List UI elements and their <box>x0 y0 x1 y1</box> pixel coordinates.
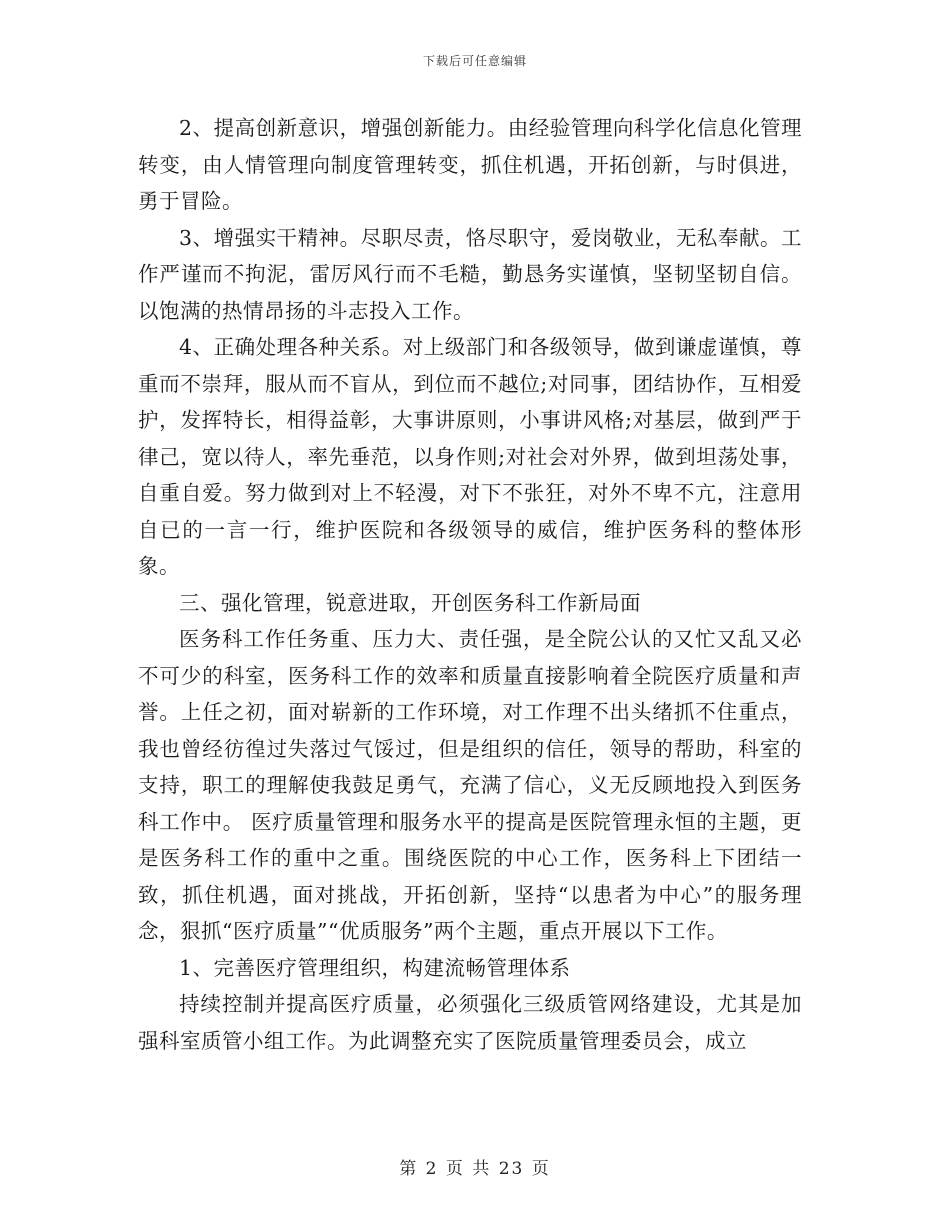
paragraph-practical-spirit: 3、增强实干精神。尽职尽责，恪尽职守，爱岗敬业，无私奉献。工作严谨而不拘泥，雷厉风行而不毛糙，勤恳务实谨慎，坚韧坚韧自信。以饱满的热情昂扬的斗志投入工作。 <box>138 225 802 323</box>
subheading-management-organization: 1、完善医疗管理组织，构建流畅管理体系 <box>179 955 571 980</box>
section-heading-three: 三、强化管理，锐意进取，开创医务科工作新局面 <box>179 590 641 615</box>
paragraph-medical-affairs: 医务科工作任务重、压力大、责任强，是全院公认的又忙又乱又必不可少的科室，医务科工作的效率和质量直接影响着全院医疗质量和声誉。上任之初，面对崭新的工作环境，对工作理不出头绪抓不住重点，我也曾经彷徨过失落过气馁过，但是组织的信任，领导的帮助，科室的支持，职工的理解使我鼓足勇气，充满了信心，义无反顾地投入到医务科工作中。 医疗质量管理和服务水平的提高是医院管理永恒的主题，更是医务科工作的重中之重。围绕医院的中心工作，医务科上下团结一致，抓住机遇，面对挑战，开拓创新，坚持“以患者为中心”的服务理念，狠抓“医疗质量”“优质服务”两个主题，重点开展以下工作。 <box>138 627 802 943</box>
page-footer: 第 2 页 共 23 页 <box>399 1159 551 1179</box>
page-header: 下载后可任意编辑 <box>422 54 527 68</box>
document-body <box>138 110 802 1059</box>
paragraph-relationships: 4、正确处理各种关系。对上级部门和各级领导，做到谦虚谨慎，尊重而不崇拜，服从而不盲从，到位而不越位;对同事，团结协作，互相爱护，发挥特长，相得益彰，大事讲原则，小事讲风格;对基层，做到严于律己，宽以待人，率先垂范，以身作则;对社会对外界，做到坦荡处事，自重自爱。努力做到对上不轻漫，对下不张狂，对外不卑不亢，注意用自已的一言一行，维护医院和各级领导的威信，维护医务科的整体形象。 <box>138 335 802 578</box>
paragraph-quality-control: 持续控制并提高医疗质量，必须强化三级质管网络建设，尤其是加强科室质管小组工作。为此调整充实了医院质量管理委员会，成立 <box>138 992 802 1053</box>
paragraph-innovation: 2、提高创新意识，增强创新能力。由经验管理向科学化信息化管理转变，由人情管理向制度管理转变，抓住机遇，开拓创新，与时俱进，勇于冒险。 <box>138 116 802 213</box>
